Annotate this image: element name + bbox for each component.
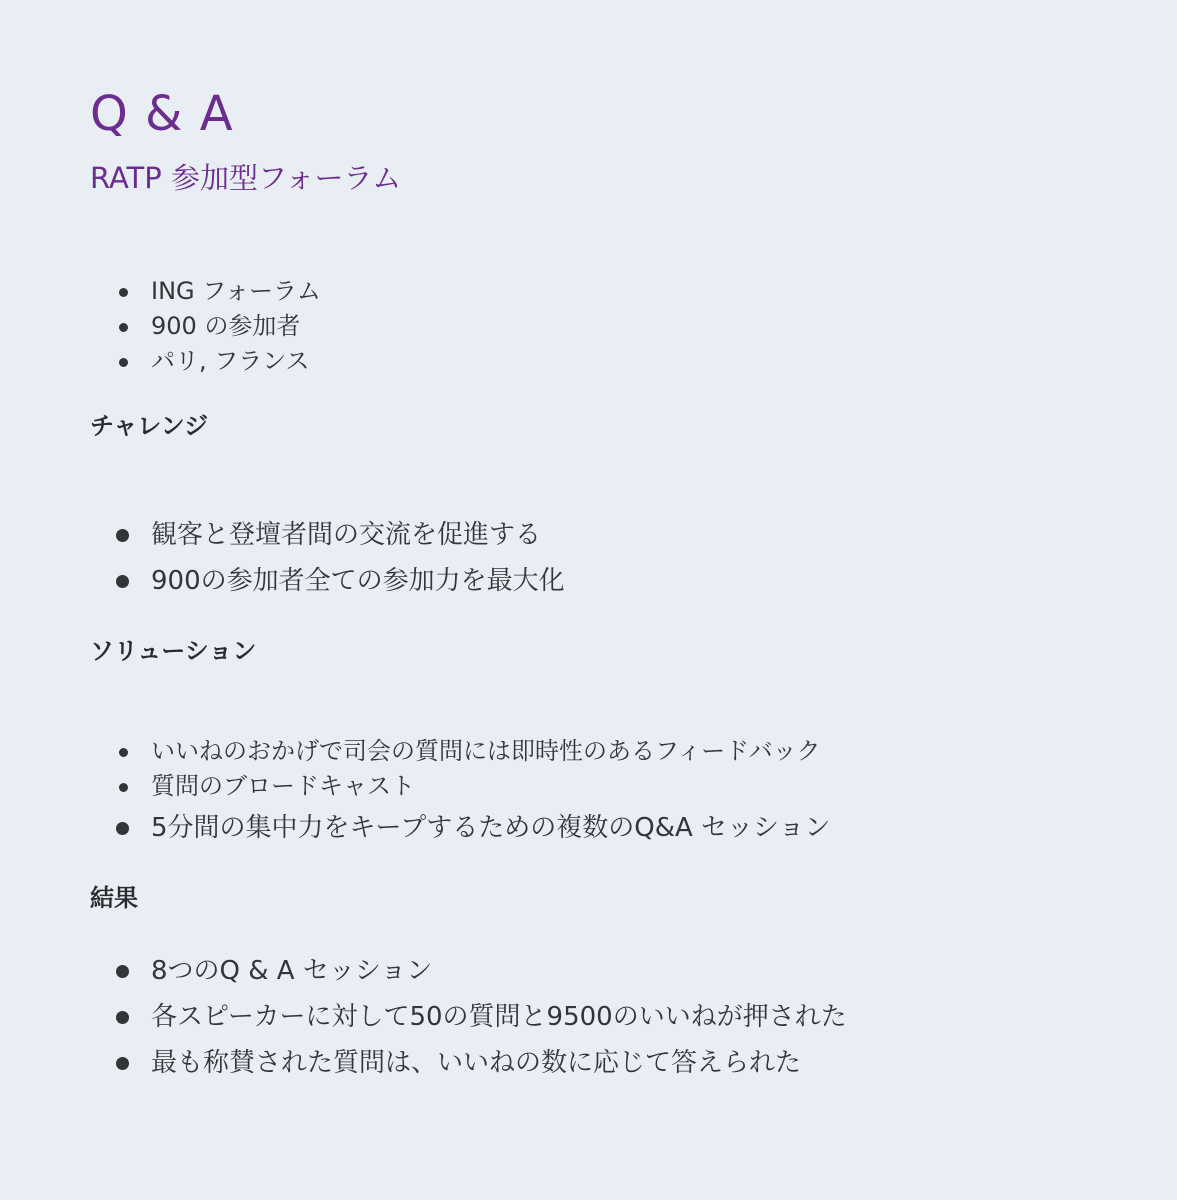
challenge-heading: チャレンジ bbox=[90, 412, 209, 440]
list-item: ING フォーラム bbox=[0, 274, 321, 309]
list-item: パリ, フランス bbox=[0, 344, 321, 379]
list-item: 各スピーカーに対して50の質問と9500のいいねが押された bbox=[0, 994, 847, 1040]
results-list bbox=[0, 948, 847, 1086]
overview-list bbox=[0, 274, 321, 379]
list-item: 900 の参加者 bbox=[0, 309, 321, 344]
list-item: いいねのおかげで司会の質問には即時性のあるフィードバック bbox=[0, 734, 831, 769]
challenge-list bbox=[0, 512, 565, 604]
solution-list bbox=[0, 734, 831, 851]
list-item: 最も称賛された質問は、いいねの数に応じて答えられた bbox=[0, 1040, 847, 1086]
list-item: 質問のブロードキャスト bbox=[0, 769, 831, 804]
list-item: 観客と登壇者間の交流を促進する bbox=[0, 512, 565, 558]
results-heading: 結果 bbox=[90, 884, 138, 912]
list-item: 5分間の集中力をキープするための複数のQ&A セッション bbox=[0, 805, 831, 851]
list-item: 8つのQ & A セッション bbox=[0, 948, 847, 994]
list-item: 900の参加者全ての参加力を最大化 bbox=[0, 558, 565, 604]
solution-heading: ソリューション bbox=[90, 637, 257, 665]
page-title: Q & A bbox=[90, 86, 234, 142]
page-subtitle: RATP 参加型フォーラム bbox=[90, 161, 402, 195]
